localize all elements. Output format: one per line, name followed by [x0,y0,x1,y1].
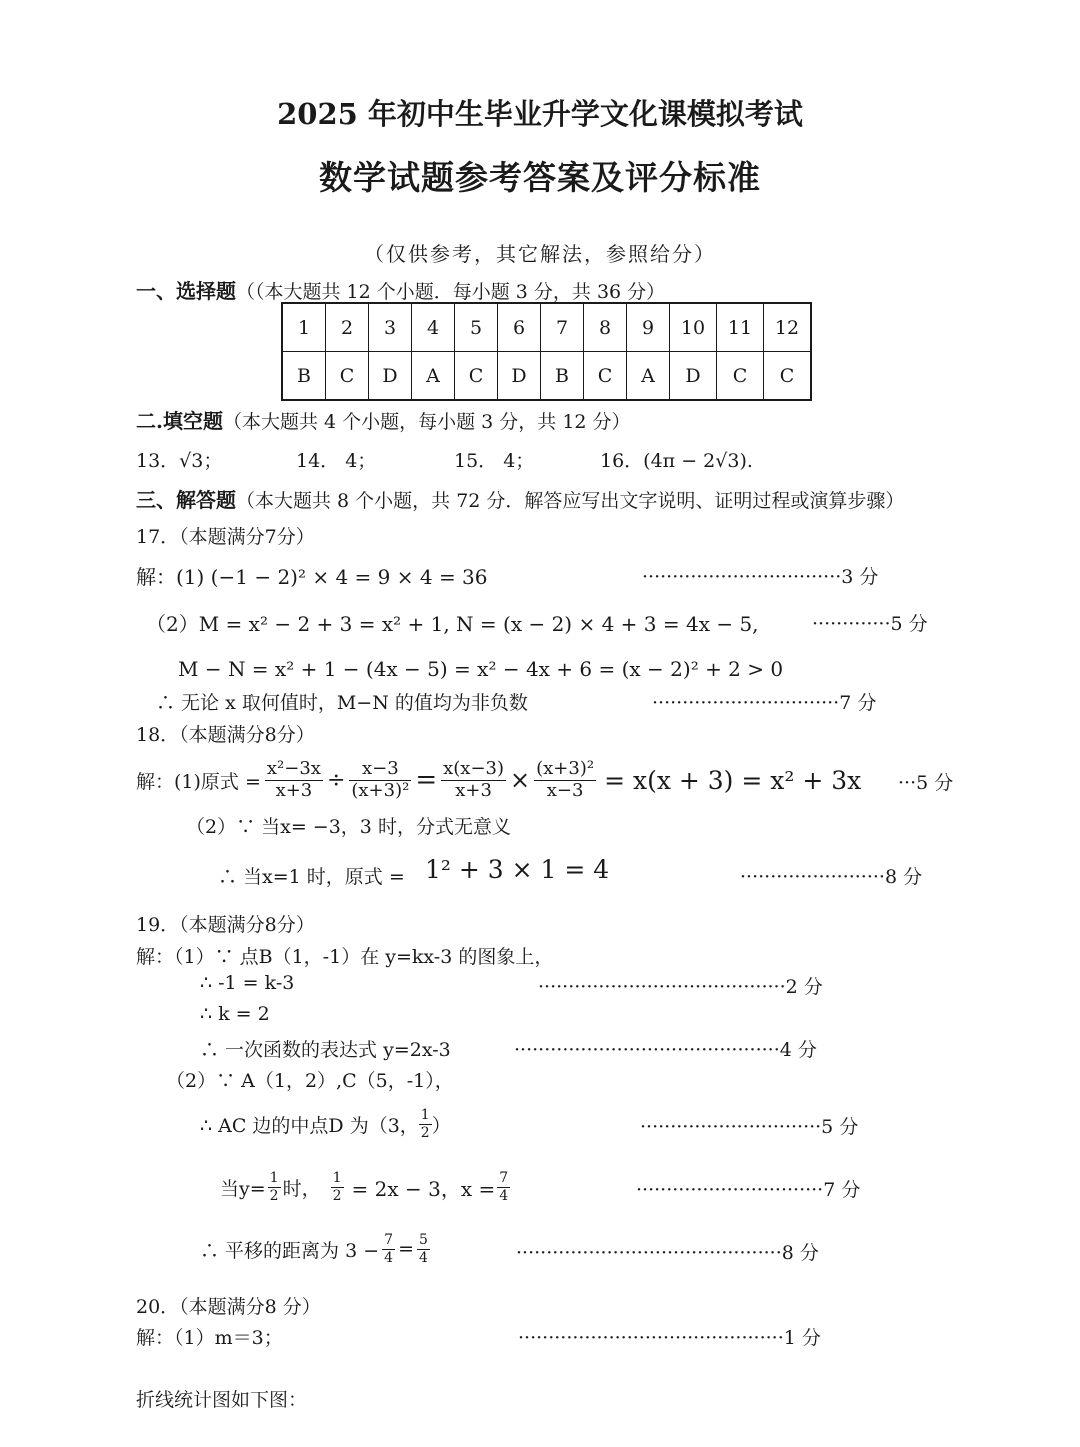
reference-note: （仅供参考，其它解法，参照给分） [364,242,716,266]
table-cell: 11 [717,303,764,352]
q18-step3-label: ∴ 当x=1 时，原式 = [218,866,405,888]
fraction [349,759,411,801]
table-cell: B [282,352,326,401]
table-cell: C [764,352,812,401]
fraction [417,1232,430,1265]
exam-title: 2025 年初中生毕业升学文化课模拟考试 [277,97,803,131]
q18-step3-result: 1² + 3 × 1 = 4 [425,855,610,884]
table-cell: A [412,352,455,401]
q19-step7 [220,1166,510,1208]
table-cell: 4 [412,303,455,352]
q19-score2: ············································4 分 [514,1039,817,1061]
equals-operator: = [398,1238,414,1260]
numerator: x²−3x [266,757,321,779]
table-cell: 3 [369,303,412,352]
denominator: 4 [499,1187,509,1204]
q18-step1-label: 解：(1)原式 = [136,770,261,793]
table-cell: 8 [584,303,627,352]
fraction [419,1107,432,1140]
q19-step8-text: ∴ 平移的距离为 3 − [200,1239,380,1262]
table-cell: B [541,352,584,401]
section3-label: 三、解答题 [136,488,236,512]
table-cell: C [326,352,369,401]
section3-desc: （本大题共 8 个小题，共 72 分．解答应写出文字说明、证明过程或演算步骤） [236,490,905,512]
q19-score3: ······························5 分 [640,1116,859,1138]
q18-result: = x(x + 3) = x² + 3x [604,765,862,795]
table-cell: D [670,352,717,401]
fraction [265,759,323,801]
fraction [382,1232,395,1265]
answer-q15: 15． 4； [454,450,535,472]
section2-label: 二.填空题 [136,409,223,433]
section2-heading [136,405,631,434]
q19-heading: 19．（本题满分8分） [136,914,315,936]
table-cell: A [627,352,670,401]
denominator: 2 [332,1187,342,1204]
q18-step2: （2）∵ 当x= −3，3 时，分式无意义 [186,816,511,838]
numerator: (x+3)² [536,757,595,779]
fraction [441,759,506,801]
section2-desc: （本大题共 4 个小题，每小题 3 分，共 12 分） [222,411,631,433]
divide-operator: ÷ [326,767,346,793]
numerator: 1 [420,1107,430,1124]
numerator: 7 [384,1232,394,1249]
table-cell: D [498,352,541,401]
q19-score5: ············································8 分 [516,1242,819,1264]
q17-score3: ·······························7 分 [652,692,877,714]
q19-step7-text: 当y= [220,1177,266,1200]
numerator: 5 [418,1232,428,1249]
q20-score1: ············································1 分 [518,1327,821,1349]
q19-score4: ·······························7 分 [636,1179,861,1201]
equals-operator: = [415,765,438,795]
q17-step2: （2）M = x² − 2 + 3 = x² + 1, N = (x − 2) × 4 + 3 = 4x − 5, [146,612,759,636]
section1-label: 一、选择题 [136,279,236,303]
table-cell: D [369,352,412,401]
table-cell: C [455,352,498,401]
numerator: 1 [269,1170,279,1187]
q19-step6-text: ∴ AC 边的中点D 为（3， [200,1114,419,1137]
fraction [268,1170,281,1203]
table-cell: 5 [455,303,498,352]
answer-table-answers [282,352,811,401]
section1-desc: （（本大题共 12 个小题．每小题 3 分，共 36 分） [236,281,666,303]
times-operator: × [510,766,531,794]
q20-heading: 20．（本题满分8 分） [136,1296,321,1318]
q17-step3: M − N = x² + 1 − (4x − 5) = x² − 4x + 6 = (x − 2)² + 2 > 0 [178,657,784,681]
table-cell: 2 [326,303,369,352]
numerator: 7 [499,1170,509,1187]
q19-step8 [200,1228,430,1270]
q19-step3: ∴ k = 2 [200,1003,270,1025]
table-cell: 1 [282,303,326,352]
denominator: 4 [418,1249,428,1266]
denominator: (x+3)² [351,779,410,801]
q19-step6-close: ） [431,1114,451,1137]
q17-heading: 17．（本题满分7分） [136,526,315,548]
q18-step1 [136,752,861,808]
table-cell: 12 [764,303,812,352]
fraction [534,759,596,801]
table-cell: C [717,352,764,401]
q19-step5: （2）∵ A（1，2）,C（5，-1）， [166,1070,454,1092]
answer-q16: 16．(4π − 2√3). [600,450,753,472]
table-cell: 7 [541,303,584,352]
fraction [331,1170,344,1203]
q18-score1: ···5 分 [898,772,954,794]
answer-table [281,302,812,401]
section3-heading [136,484,904,513]
q17-score2: ·············5 分 [812,613,928,635]
denominator: 4 [384,1249,394,1266]
q18-score2: ························8 分 [740,866,923,888]
q17-score1: ·································3 分 [642,566,879,588]
numerator: x−3 [349,759,411,781]
q17-step1: 解：(1) (−1 − 2)² × 4 = 9 × 4 = 36 [136,565,488,589]
numerator: x(x−3) [443,757,505,779]
section1-heading [136,275,665,304]
answer-q14: 14． 4； [296,450,377,472]
document-title: 数学试题参考答案及评分标准 [319,158,761,197]
denominator: 2 [420,1124,430,1141]
table-cell: 9 [627,303,670,352]
q19-step4: ∴ 一次函数的表达式 y=2x-3 [200,1039,451,1061]
q19-step2: ∴ -1 = k-3 [200,972,295,994]
numerator: 1 [332,1170,342,1187]
answer-q13: 13．√3； [136,450,223,472]
q20-chart-caption: 折线统计图如下图： [136,1389,308,1411]
table-cell: C [584,352,627,401]
q19-step6 [200,1104,451,1144]
denominator: x+3 [455,779,492,801]
q17-conclusion: ∴ 无论 x 取何值时，M−N 的值均为非负数 [156,692,528,714]
q19-step7-when: 时， [282,1177,321,1200]
denominator: x+3 [275,779,313,801]
denominator: 2 [269,1187,279,1204]
answer-table-numbers [282,303,811,352]
q19-step1: 解：（1）∵ 点B（1，-1）在 y=kx-3 的图象上， [136,946,554,968]
fraction [497,1170,510,1203]
denominator: x−3 [546,779,584,801]
q19-step7-eq: = 2x − 3，x = [351,1176,496,1201]
table-cell: 10 [670,303,717,352]
q19-score1: ·········································2 分 [538,976,823,998]
q20-step1: 解：（1）m＝3； [136,1327,283,1349]
q18-heading: 18．（本题满分8分） [136,724,315,746]
table-cell: 6 [498,303,541,352]
